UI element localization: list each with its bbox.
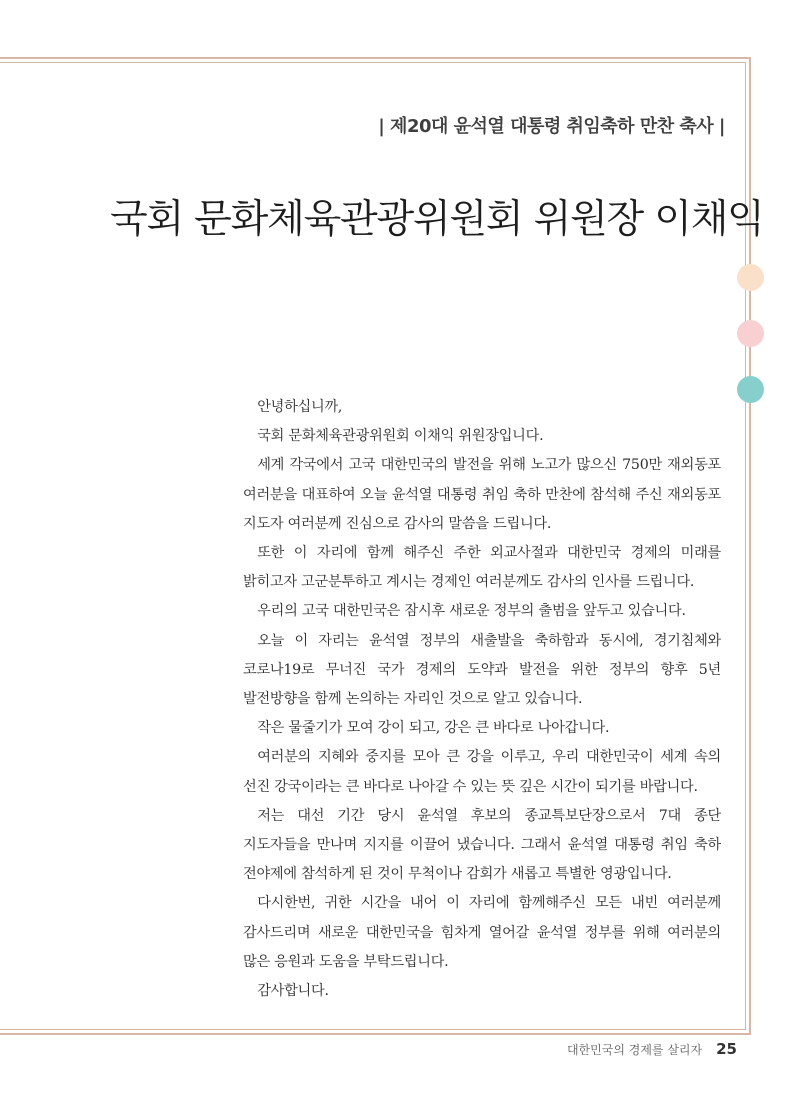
section-category: | 제20대 윤석열 대통령 취임축하 만찬 축사 | xyxy=(378,116,725,137)
paragraph: 안녕하십니까, xyxy=(257,399,343,415)
decorative-dot-teal xyxy=(737,376,764,403)
paragraph: 또한 이 자리에 함께 해주신 주한 외교사절과 대한민국 경제의 미래를 밝히고자 고군분투하고 계시는 경제인 여러분께도 감사의 인사를 드립니다. xyxy=(243,545,721,591)
paragraph: 국회 문화체육관광위원회 이채익 위원장입니다. xyxy=(257,428,544,445)
decorative-dot-peach xyxy=(737,264,764,291)
decorative-dot-pink xyxy=(737,320,764,347)
paragraph: 오늘 이 자리는 윤석열 정부의 새출발을 축하함과 동시에, 경기침체와 코로나19로 무너진 국가 경제의 도약과 발전을 위한 정부의 향후 5년 발전방향을 함께 논의하는 자리인 것으로 알고 있습니다. xyxy=(243,632,721,708)
page-title: 국회 문화체육관광위원회 위원장 이채익 xyxy=(110,197,764,242)
speech-body xyxy=(243,393,721,1006)
page-number: 25 xyxy=(716,1040,737,1058)
paragraph: 여러분의 지혜와 중지를 모아 큰 강을 이루고, 우리 대한민국이 세계 속의 선진 강국이라는 큰 바다로 나아갈 수 있는 뜻 깊은 시간이 되기를 바랍니다. xyxy=(243,749,721,795)
paragraph: 우리의 고국 대한민국은 잠시후 새로운 정부의 출범을 앞두고 있습니다. xyxy=(257,603,686,620)
paragraph: 세계 각국에서 고국 대한민국의 발전을 위해 노고가 많으신 750만 재외동포 여러분을 대표하여 오늘 윤석열 대통령 취임 축하 만찬에 참석해 주신 재외동포 지도자 여러분께 진심으로 감사의 말씀을 드립니다. xyxy=(243,457,721,532)
paragraph: 작은 물줄기가 모여 강이 되고, 강은 큰 바다로 나아갑니다. xyxy=(257,720,610,737)
paragraph: 감사합니다. xyxy=(257,983,329,1000)
page-footer xyxy=(567,1040,737,1058)
paragraph: 저는 대선 기간 당시 윤석열 후보의 종교특보단장으로서 7대 종단 지도자들을 만나며 지지를 이끌어 냈습니다. 그래서 윤석열 대통령 취임 축하 전야제에 참석하게 된 것이 무척이나 감회가 새롭고 특별한 영광입니다. xyxy=(243,807,721,883)
paragraph: 다시한번, 귀한 시간을 내어 이 자리에 함께해주신 모든 내빈 여러분께 감사드리며 새로운 대한민국을 힘차게 열어갈 윤석열 정부를 위해 여러분의 많은 응원과 도움을 부탁드립니다. xyxy=(243,895,721,970)
running-title: 대한민국의 경제를 살리자 xyxy=(566,1043,703,1057)
